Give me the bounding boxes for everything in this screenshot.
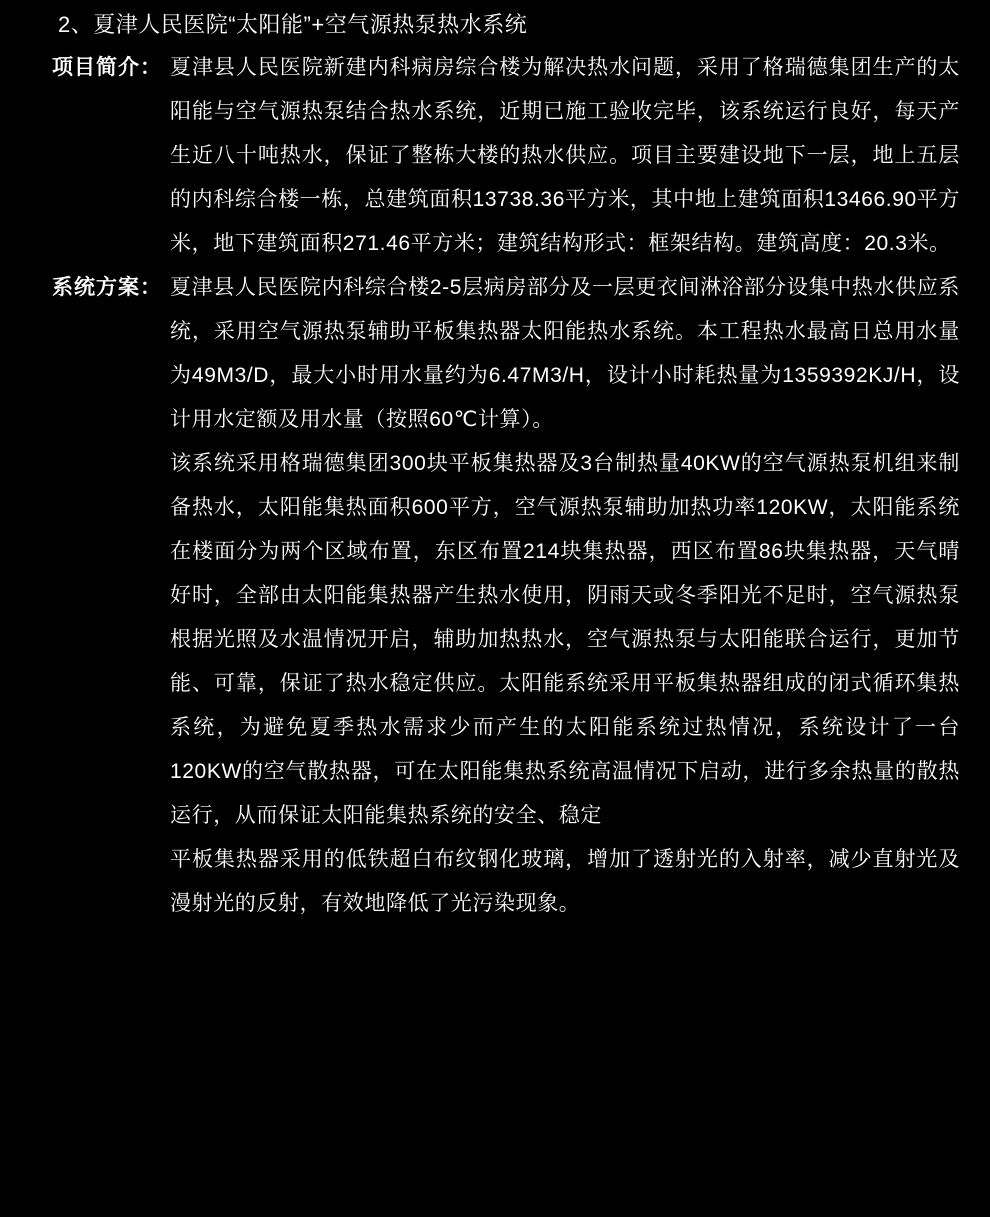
paragraph: 夏津县人民医院新建内科病房综合楼为解决热水问题，采用了格瑞德集团生产的太阳能与空气源热泵结合热水系统，近期已施工验收完毕，该系统运行良好，每天产生近八十吨热水，保证了整栋大楼的热水供应。项目主要建设地下一层，地上五层的内科综合楼一栋，总建筑面积13738.36平方米，其中地上建筑面积13466.90平方米，地下建筑面积271.46平方米；建筑结构形式：框架结构。建筑高度：20.3米。 <box>170 56 960 255</box>
section-body-system-plan <box>170 266 960 926</box>
paragraph: 平板集热器采用的低铁超白布纹钢化玻璃，增加了透射光的入射率，减少直射光及漫射光的反射，有效地降低了光污染现象。 <box>170 848 960 915</box>
section-system-plan <box>30 266 960 926</box>
section-label-system-plan: 系统方案： <box>52 276 162 299</box>
paragraph: 夏津县人民医院内科综合楼2-5层病房部分及一层更衣间淋浴部分设集中热水供应系统，采用空气源热泵辅助平板集热器太阳能热水系统。本工程热水最高日总用水量为49M3/D，最大小时用水量约为6.47M3/H，设计小时耗热量为1359392KJ/H，设计用水定额及用水量（按照60℃计算）。 <box>170 276 960 431</box>
paragraph: 该系统采用格瑞德集团300块平板集热器及3台制热量40KW的空气源热泵机组来制备热水，太阳能集热面积600平方，空气源热泵辅助加热功率120KW，太阳能系统在楼面分为两个区域布置，东区布置214块集热器，西区布置86块集热器，天气晴好时，全部由太阳能集热器产生热水使用，阴雨天或冬季阳光不足时，空气源热泵根据光照及水温情况开启，辅助加热热水，空气源热泵与太阳能联合运行，更加节能、可靠，保证了热水稳定供应。太阳能系统采用平板集热器组成的闭式循环集热系统，为避免夏季热水需求少而产生的太阳能系统过热情况，系统设计了一台120KW的空气散热器，可在太阳能集热系统高温情况下启动，进行多余热量的散热运行，从而保证太阳能集热系统的安全、稳定 <box>170 452 960 827</box>
section-project-intro <box>30 46 960 266</box>
section-body-project-intro <box>170 46 960 266</box>
section-label-project-intro: 项目简介： <box>52 56 162 79</box>
page-title: 2、夏津人民医院“太阳能”+空气源热泵热水系统 <box>58 12 528 37</box>
